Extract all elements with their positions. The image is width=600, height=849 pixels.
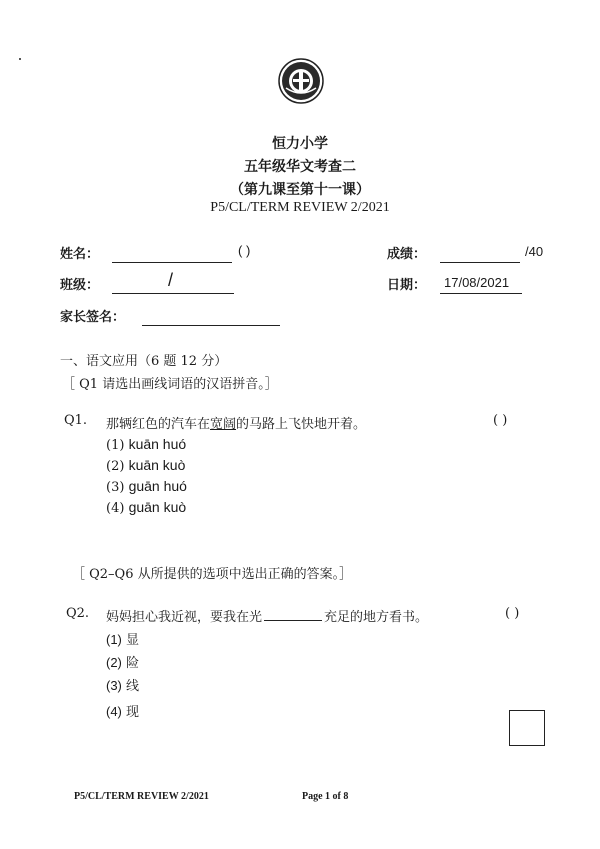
q1-option-3[interactable]: [106, 478, 187, 495]
q2-option-2[interactable]: [106, 652, 139, 671]
footer-code: P5/CL/TERM REVIEW 2/2021: [74, 791, 209, 802]
scan-speck: [19, 58, 21, 60]
q2-option-num: (2): [106, 655, 122, 670]
name-label: 姓名：: [60, 247, 100, 262]
instruction-q1: ［ Q1 请选出画线词语的汉语拼音。］: [62, 377, 278, 392]
date-value: 17/08/2021: [444, 275, 510, 290]
q2-option-num: (3): [106, 678, 122, 693]
q1-option-text: kuān huó: [128, 436, 187, 452]
class-value: /: [168, 270, 174, 290]
parent-signature-label: 家长签名：: [60, 310, 126, 325]
class-label: 班级：: [60, 278, 100, 293]
exam-code: P5/CL/TERM REVIEW 2/2021: [210, 200, 390, 215]
q2-option-text: 现: [126, 705, 140, 720]
score-field[interactable]: [440, 246, 520, 263]
q1-option-num: (3): [106, 480, 125, 495]
exam-title: 五年级华文考查二: [244, 159, 356, 175]
parent-signature-field[interactable]: [142, 309, 280, 326]
instruction-q2-q6: ［ Q2–Q6 从所提供的选项中选出正确的答案。］: [72, 567, 353, 582]
q1-option-1[interactable]: [106, 436, 186, 453]
q1-text-before: 那辆红色的汽车在: [106, 417, 211, 432]
score-total: /40: [525, 244, 544, 259]
q2-option-num: (1): [106, 632, 122, 647]
q1-answer-paren[interactable]: ( ): [493, 413, 508, 428]
q2-option-3[interactable]: [106, 675, 139, 694]
q2-option-text: 线: [126, 679, 140, 694]
school-name: 恒力小学: [272, 136, 328, 152]
lesson-range: （第九课至第十一课）: [230, 182, 370, 198]
date-label: 日期：: [387, 278, 427, 293]
q1-option-num: (4): [106, 501, 125, 516]
q1-option-text: guān huó: [128, 478, 187, 494]
score-label: 成绩：: [387, 247, 427, 262]
q2-text-after: 充足的地方看书。: [324, 610, 429, 625]
q2-option-num: (4): [106, 704, 122, 719]
q2-option-1[interactable]: [106, 629, 139, 648]
class-number-paren: ( ): [238, 243, 251, 258]
q1-option-4[interactable]: [106, 499, 186, 516]
q2-option-4[interactable]: [106, 701, 139, 720]
section-title: 一、语文应用（6 题 12 分）: [60, 354, 228, 369]
q2-question: [106, 606, 428, 625]
q2-text-before: 妈妈担心我近视，要我在光: [106, 610, 263, 625]
page-number: Page 1 of 8: [302, 791, 349, 802]
q1-option-2[interactable]: [106, 457, 185, 474]
school-logo-icon: [278, 58, 324, 104]
q2-blank[interactable]: [264, 608, 322, 621]
q1-option-num: (2): [106, 459, 125, 474]
q1-option-text: kuān kuò: [128, 457, 186, 473]
name-field[interactable]: [112, 246, 232, 263]
q1-text-after: 的马路上飞快地开着。: [236, 417, 367, 432]
q2-number: Q2.: [66, 606, 90, 621]
q1-option-num: (1): [106, 438, 125, 453]
q1-underlined-word: 宽阔: [210, 417, 237, 432]
q1-question: [106, 413, 366, 432]
q2-option-text: 险: [126, 656, 140, 671]
q2-option-text: 显: [126, 633, 140, 648]
q1-option-text: guān kuò: [128, 499, 187, 515]
q1-number: Q1.: [64, 413, 88, 428]
q2-answer-paren[interactable]: ( ): [505, 606, 520, 621]
score-box[interactable]: [509, 710, 545, 746]
